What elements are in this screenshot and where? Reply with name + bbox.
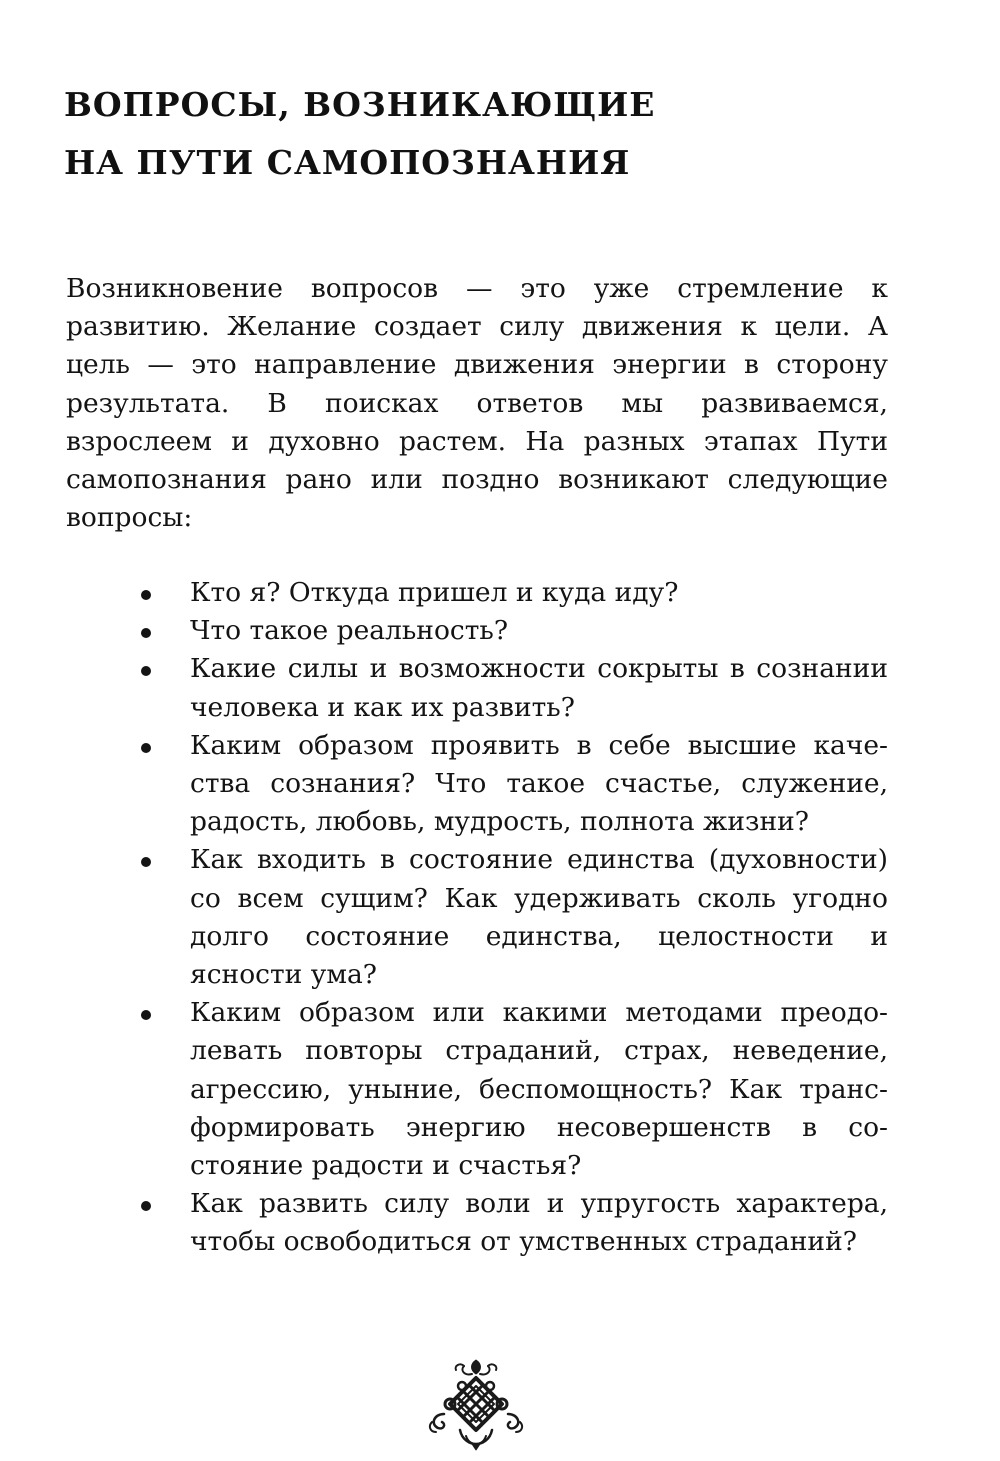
question-item (140, 574, 888, 612)
question-item (140, 1185, 888, 1261)
question-text: Как входить в состояние единства (духовности) со всем сущим? Как удерживать сколь угодно долго состояние единства, целостности и ясности ума? (190, 844, 888, 991)
bullet-icon (141, 743, 151, 753)
chapter-title-line-2: НА ПУТИ САМОПОЗНАНИЯ (64, 143, 631, 182)
bullet-icon (141, 857, 151, 867)
intro-paragraph: Возникновение вопросов — это уже стремление к развитию. Желание создает силу движения к цели. А цель — это направление движения энергии в сторону результата. В поисках ответов мы развиваемся, взрослеем и духовно растем. На разных этапах Пути самопознания рано или поздно возникают следующие вопросы: (66, 273, 888, 534)
question-text: Кто я? Откуда пришел и куда иду? (190, 577, 679, 608)
question-item (140, 994, 888, 1185)
chapter-title-line-1: ВОПРОСЫ, ВОЗНИКАЮЩИЕ (64, 85, 656, 124)
question-text: Как развить силу воли и упругость характера, чтобы освободиться от умственных страданий? (190, 1188, 888, 1258)
chapter-title (64, 76, 864, 192)
question-text: Каким образом или какими методами преодолевать повторы страданий, страх, неведение, агрессию, уныние, беспомощность? Как трансформировать энергию несовершенств в состояние радости и счастья? (190, 997, 888, 1182)
question-text: Что такое реальность? (190, 615, 509, 647)
question-item (140, 650, 888, 726)
bullet-icon (141, 666, 151, 676)
question-item (140, 841, 888, 994)
bullet-icon (141, 1010, 151, 1020)
question-item (140, 727, 888, 842)
questions-list (140, 574, 888, 1262)
question-item (140, 612, 888, 650)
bullet-icon (141, 628, 151, 638)
endless-knot-icon (426, 1356, 526, 1452)
question-text: Какие силы и возможности сокрыты в сознании человека и как их развить? (190, 653, 888, 723)
bullet-icon (141, 590, 151, 600)
bullet-icon (141, 1201, 151, 1211)
question-text: Каким образом проявить в себе высшие качества сознания? Что такое счастье, служение, радость, любовь, мудрость, полнота жизни? (190, 729, 888, 838)
